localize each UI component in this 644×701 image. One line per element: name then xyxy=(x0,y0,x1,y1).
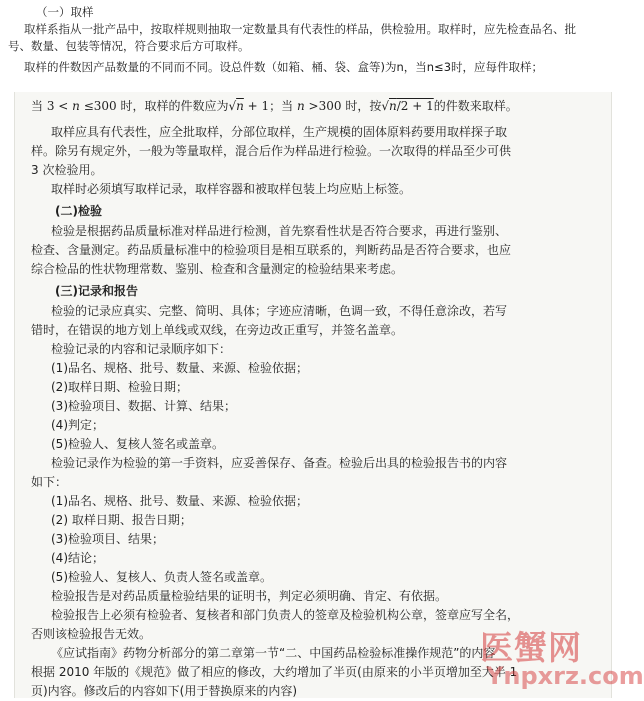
watermark-title: 医蟹网 xyxy=(480,628,582,667)
body-line: 3 次检验用。 xyxy=(31,163,103,177)
list-item: (4)判定； xyxy=(51,418,104,432)
body-line: 否则该检验报告无效。 xyxy=(31,627,152,641)
list-item: (3)检验项目、数据、计算、结果； xyxy=(51,399,236,413)
body-line: 检验是根据药品质量标准对样品进行检测，首先察看性状是否符合要求，再进行鉴别、 xyxy=(51,224,508,238)
body-line: 检验记录作为检验的第一手资料，应妥善保存、备查。检验后出具的检验报告书的内容 xyxy=(51,456,508,470)
formula-text: ≤300 时，取样的件数应为√ xyxy=(79,99,237,113)
site-watermark xyxy=(480,622,644,698)
formula-text: 当 3 < xyxy=(31,99,73,113)
body-line: 检验报告是对药品质量检验结果的证明书，判定必须明确、肯定、有依据。 xyxy=(51,589,448,603)
section-heading: (三)记录和报告 xyxy=(55,284,138,298)
formula-text: /2 + 1 xyxy=(396,99,434,113)
body-line: 取样应具有代表性，应全批取样，分部位取样，生产规模的固体原料药要用取样探子取 xyxy=(51,125,508,139)
paragraph-line: 取样系指从一批产品中，按取样规则抽取一定数量具有代表性的样品，供检验用。取样时，应先检查品名、批 xyxy=(24,22,576,36)
list-item: (5)检验人、复核人、负责人签名或盖章。 xyxy=(51,570,272,584)
section-heading: （一）取样 xyxy=(36,5,94,19)
formula-variable: n xyxy=(297,99,305,113)
body-line: 取样时必须填写取样记录，取样容器和被取样包装上均应贴上标签。 xyxy=(51,182,412,196)
list-item: (2)取样日期、检验日期； xyxy=(51,380,188,394)
body-line: 如下： xyxy=(31,475,68,489)
body-line: 检查、含量测定。药品质量标准中的检验项目是相互联系的，判断药品是否符合要求，也应 xyxy=(31,243,512,257)
body-line: 检验报告上必须有检验者、复核者和部门负责人的签章及检验机构公章，签章应写全名， xyxy=(51,608,520,622)
formula-variable: n xyxy=(236,99,244,113)
formula-text: >300 时，按√ xyxy=(304,99,389,113)
body-line: 《应试指南》药物分析部分的第二章第一节“二、中国药品检验标准操作规范”的内容 xyxy=(51,646,496,660)
section-heading: (二)检验 xyxy=(55,204,102,218)
list-item: (2) 取样日期、报告日期； xyxy=(51,513,192,527)
body-line: 检验的记录应真实、完整、简明、具体；字迹应清晰，色调一致，不得任意涂改，若写 xyxy=(51,304,508,318)
formula-variable: n xyxy=(388,99,397,113)
body-line: 样。除另有规定外，一般为等量取样，混合后作为样品进行检验。一次取得的样品至少可供 xyxy=(31,144,512,158)
list-item: (4)结论； xyxy=(51,551,104,565)
body-line: 检验记录的内容和记录顺序如下： xyxy=(51,342,232,356)
paragraph-line: 号、数量、包装等情况，符合要求后方可取样。 xyxy=(8,39,250,53)
body-line: 根据 2010 年版的《规范》做了相应的修改，大约增加了半页(由原来的小半页增加至大半 1 xyxy=(31,665,518,679)
list-item: (1)品名、规格、批号、数量、来源、检验依据； xyxy=(51,361,308,375)
top-excerpt xyxy=(0,0,612,92)
scanned-page xyxy=(14,92,612,698)
list-item: (5)检验人、复核人签名或盖章。 xyxy=(51,437,224,451)
watermark-url: Ynpxrz.com xyxy=(486,662,644,690)
formula-radicand xyxy=(389,99,434,113)
list-item: (1)品名、规格、批号、数量、来源、检验依据； xyxy=(51,494,308,508)
formula-radicand xyxy=(236,99,244,113)
formula-text: + 1；当 xyxy=(243,99,297,113)
body-line: 页)内容。修改后的内容如下(用于替换原来的内容) xyxy=(31,684,298,698)
formula-variable: n xyxy=(72,99,80,113)
sample-count-formula xyxy=(31,98,518,115)
formula-text: 的件数来取样。 xyxy=(433,99,518,113)
body-line: 综合检品的性状物理常数、鉴别、检查和含量测定的检验结果来考虑。 xyxy=(31,262,404,276)
list-item: (3)检验项目、结果； xyxy=(51,532,164,546)
paragraph-line: 取样的件数因产品数量的不同而不同。设总件数（如箱、桶、袋、盒等)为n，当n≤3时，应每件取样； xyxy=(24,60,544,74)
body-line: 错时，在错误的地方划上单线或双线，在旁边改正重写，并签名盖章。 xyxy=(31,323,404,337)
